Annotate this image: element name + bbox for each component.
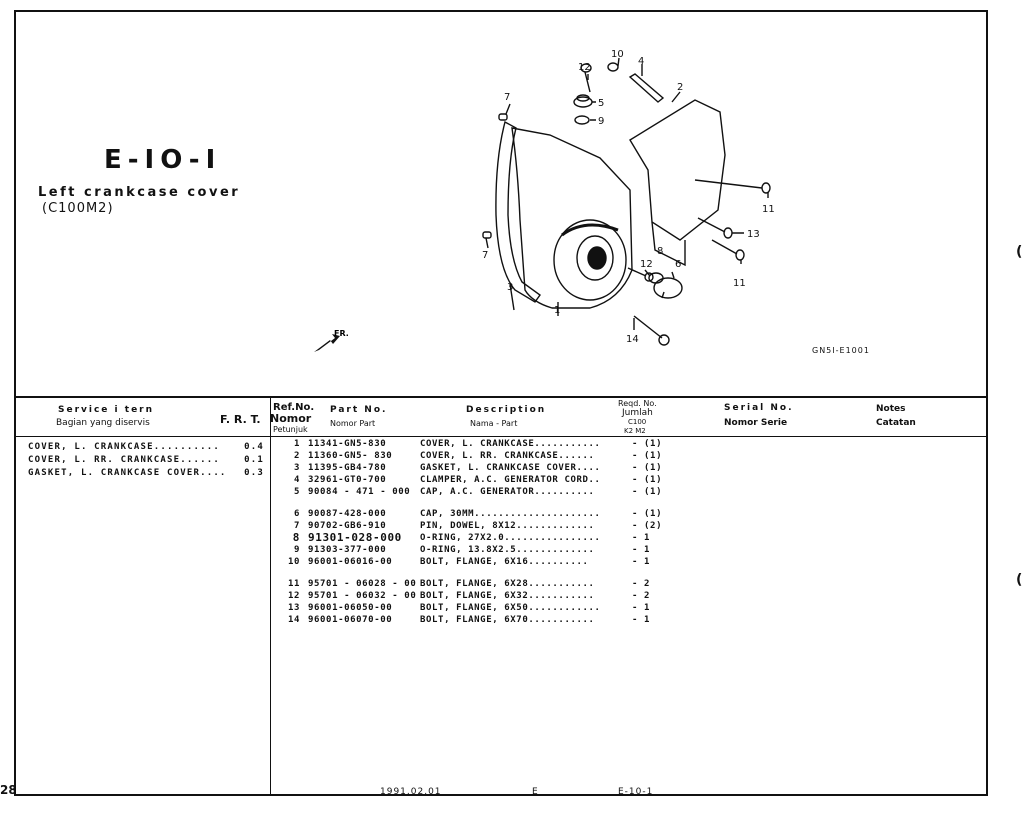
parts-row [284, 556, 662, 568]
part-description: CAP, A.C. GENERATOR.......... [420, 487, 595, 497]
part-ref: 6 [293, 509, 300, 519]
callout-7-top: 7 [504, 92, 511, 103]
part-qty: - (1) [632, 475, 663, 485]
header-notes: Notes [876, 404, 906, 414]
part-ref: 5 [293, 487, 300, 497]
binding-mark-top: ( [1016, 244, 1023, 260]
part-qty: - 2 [632, 591, 651, 601]
service-items-list [28, 441, 264, 480]
part-ref: 4 [293, 475, 300, 485]
oring-9-shape [575, 116, 589, 124]
footer-date: 1991.02.01 [380, 787, 442, 797]
oring-8-shape [649, 273, 663, 283]
part-number: 96001-06016-00 [308, 557, 393, 567]
header-serial-no: Serial No. [724, 403, 794, 413]
footer-letter: E [532, 787, 539, 797]
parts-row [284, 614, 662, 626]
dowel-pin-bottom [483, 232, 491, 238]
part-description: CLAMPER, A.C. GENERATOR CORD.. [420, 475, 601, 485]
callout-6: 6 [675, 259, 682, 270]
header-frt: F. R. T. [220, 413, 261, 426]
header-part-no-id: Nomor Part [330, 419, 376, 428]
part-qty: - (1) [632, 509, 663, 519]
service-item-name: COVER, L. RR. CRANKCASE...... [28, 455, 220, 465]
rear-cover-outline [630, 100, 725, 240]
part-description: O-RING, 27X2.0................ [420, 533, 601, 543]
table-header-rule [14, 436, 988, 437]
parts-row [284, 474, 662, 486]
bolt-13 [698, 218, 725, 232]
parts-row [284, 590, 662, 602]
callout-12-top: 12 [578, 62, 591, 73]
service-item-frt: 0.1 [244, 455, 264, 465]
callout-13: 13 [747, 229, 760, 240]
header-model-2: K2 M2 [624, 427, 646, 435]
part-ref: 8 [292, 531, 300, 544]
clamper-4-shape [630, 74, 663, 102]
callout-8: 8 [657, 246, 664, 257]
part-qty: - (1) [632, 451, 663, 461]
sheet-model: (C100M2) [42, 201, 114, 216]
part-number: 11360-GN5- 830 [308, 451, 393, 461]
bolt-11-lower [712, 240, 737, 254]
part-ref: 7 [293, 521, 300, 531]
part-ref: 13 [287, 603, 300, 613]
header-ref-no-id2: Petunjuk [273, 425, 308, 434]
header-ref-no-id1: Nomor [270, 412, 312, 425]
service-item-name: GASKET, L. CRANKCASE COVER.... [28, 468, 227, 478]
parts-row [284, 438, 662, 450]
part-description: COVER, L. CRANKCASE........... [420, 439, 601, 449]
part-number: 91301-028-000 [308, 531, 402, 544]
exploded-parts-diagram [300, 40, 800, 360]
part-number: 90087-428-000 [308, 509, 387, 519]
header-service-item-id: Bagian yang diservis [56, 418, 150, 428]
part-number: 90702-GB6-910 [308, 521, 387, 531]
cap-6-shape [654, 278, 682, 298]
callout-5: 5 [598, 98, 605, 109]
parts-row [284, 486, 662, 498]
part-description: BOLT, FLANGE, 6X16.......... [420, 557, 589, 567]
parts-row [284, 532, 662, 544]
parts-row [284, 450, 662, 462]
part-qty: - (1) [632, 463, 663, 473]
callout-11-lower: 11 [733, 278, 746, 289]
part-qty: - (2) [632, 521, 663, 531]
part-description: GASKET, L. CRANKCASE COVER.... [420, 463, 601, 473]
callout-9: 9 [598, 116, 605, 127]
front-label: FR. [334, 329, 349, 338]
header-reqd-no-id: Jumlah [622, 408, 653, 418]
parts-row [284, 602, 662, 614]
part-description: BOLT, FLANGE, 6X70........... [420, 615, 595, 625]
parts-row [284, 544, 662, 556]
binding-mark-bottom: ( [1016, 572, 1023, 588]
part-qty: - 1 [632, 533, 651, 543]
part-qty: - 1 [632, 603, 651, 613]
part-description: BOLT, FLANGE, 6X50............ [420, 603, 601, 613]
callout-2: 2 [677, 82, 684, 93]
header-service-item: Service i tern [58, 405, 155, 415]
part-qty: - (1) [632, 487, 663, 497]
callout-7-bottom: 7 [482, 250, 489, 261]
part-ref: 14 [287, 615, 300, 625]
callout-14: 14 [626, 334, 639, 345]
part-number: 95701 - 06028 - 00 [308, 579, 417, 589]
sheet-title: Left crankcase cover [38, 185, 241, 200]
crankcase-cover-outline [512, 128, 632, 308]
bolt-11-upper [695, 180, 762, 188]
callout-3: 3 [507, 282, 514, 293]
part-ref: 2 [293, 451, 300, 461]
page-number: 28 [0, 783, 17, 797]
parts-row [284, 578, 662, 590]
header-part-no: Part No. [330, 405, 388, 415]
part-number: 11341-GN5-830 [308, 439, 387, 449]
header-notes-id: Catatan [876, 418, 916, 428]
sheet-code: E-IO-I [104, 145, 222, 175]
header-reqd-no: Reqd. No. [618, 399, 657, 408]
header-description: Description [466, 405, 547, 415]
part-description: O-RING, 13.8X2.5............. [420, 545, 595, 555]
part-description: COVER, L. RR. CRANKCASE...... [420, 451, 595, 461]
part-description: BOLT, FLANGE, 6X32........... [420, 591, 595, 601]
header-model-1: C100 [628, 418, 647, 426]
gasket-outline [496, 122, 540, 302]
part-description: PIN, DOWEL, 8X12............. [420, 521, 595, 531]
part-description: CAP, 30MM..................... [420, 509, 601, 519]
table-top-rule [14, 396, 988, 398]
part-qty: - 1 [632, 615, 651, 625]
part-qty: - (1) [632, 439, 663, 449]
part-ref: 11 [287, 579, 300, 589]
dowel-pin-top [499, 114, 507, 120]
service-column-divider [270, 397, 271, 796]
part-ref: 12 [287, 591, 300, 601]
service-item-frt: 0.3 [244, 468, 264, 478]
callout-1: 1 [554, 305, 561, 316]
service-item-name: COVER, L. CRANKCASE.......... [28, 442, 220, 452]
service-item-row [28, 467, 264, 480]
header-serial-no-id: Nomor Serie [724, 418, 788, 428]
callout-4: 4 [638, 56, 645, 67]
callout-11-upper: 11 [762, 204, 775, 215]
header-description-id: Nama - Part [470, 419, 518, 428]
part-qty: - 1 [632, 545, 651, 555]
part-number: 95701 - 06032 - 00 [308, 591, 417, 601]
part-number: 11395-GB4-780 [308, 463, 387, 473]
parts-row [284, 462, 662, 474]
part-description: BOLT, FLANGE, 6X28........... [420, 579, 595, 589]
part-ref: 1 [293, 439, 300, 449]
part-number: 32961-GT0-700 [308, 475, 387, 485]
part-number: 91303-377-000 [308, 545, 387, 555]
parts-list [284, 438, 662, 626]
part-qty: - 2 [632, 579, 651, 589]
part-ref: 9 [293, 545, 300, 555]
part-ref: 3 [293, 463, 300, 473]
figure-code: GN5I-E1001 [812, 346, 870, 355]
footer-sheet-ref: E-10-1 [618, 787, 654, 797]
part-number: 96001-06050-00 [308, 603, 393, 613]
parts-row [284, 508, 662, 520]
service-item-row [28, 454, 264, 467]
part-number: 96001-06070-00 [308, 615, 393, 625]
header-ref-no: Ref.No. [273, 402, 315, 413]
part-qty: - 1 [632, 557, 651, 567]
part-number: 90084 - 471 - 000 [308, 487, 411, 497]
callout-12-lower: 12 [640, 259, 653, 270]
service-item-frt: 0.4 [244, 442, 264, 452]
callout-10: 10 [611, 49, 624, 60]
part-ref: 10 [287, 557, 300, 567]
service-item-row [28, 441, 264, 454]
